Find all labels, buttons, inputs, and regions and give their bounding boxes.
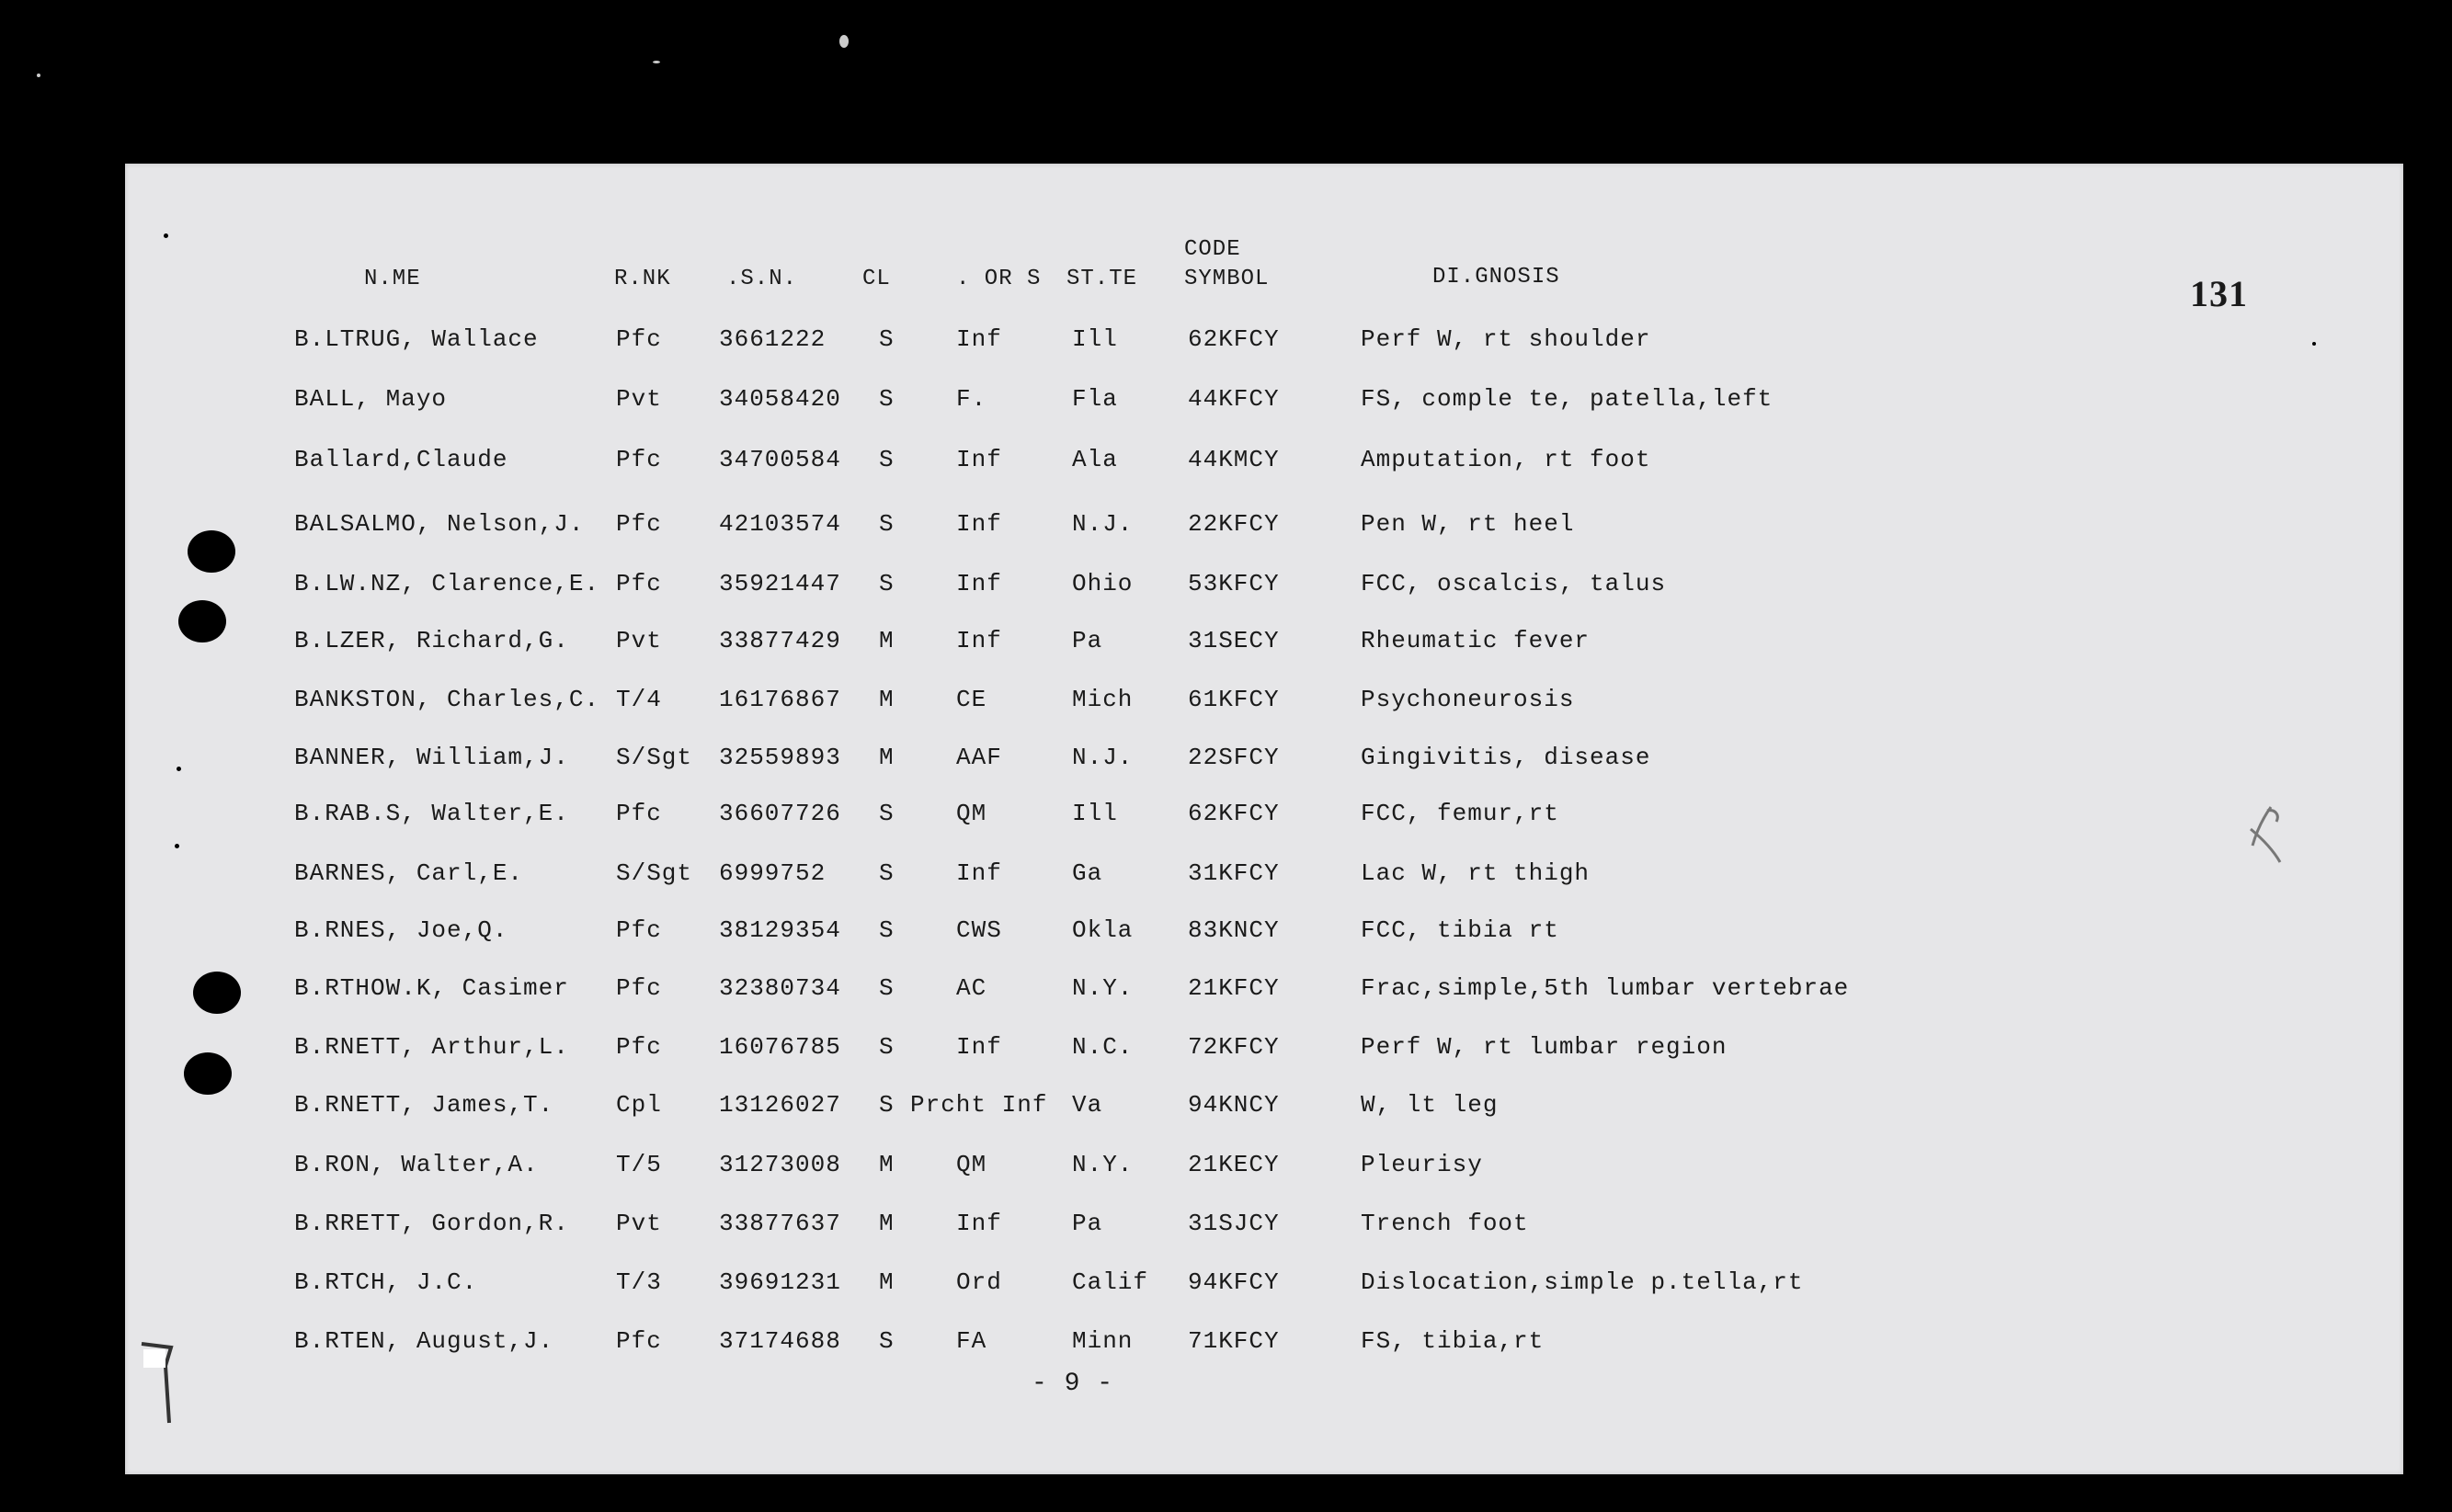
cell-state: Minn xyxy=(1072,1327,1134,1355)
cell-asn: 33877637 xyxy=(719,1210,841,1237)
cell-asn: 31273008 xyxy=(719,1151,841,1178)
cell-diagnosis: Gingivitis, disease xyxy=(1361,744,1651,771)
cell-name: B.RNETT, James,T. xyxy=(294,1091,554,1119)
header-state: ST.TE xyxy=(1066,267,1138,291)
header-cl: CL xyxy=(862,267,891,291)
footer-page-number: - 9 - xyxy=(1032,1370,1114,1398)
cell-diagnosis: Pleurisy xyxy=(1361,1151,1483,1178)
header-code-line1: CODE xyxy=(1184,237,1241,262)
cell-diagnosis: FCC, femur,rt xyxy=(1361,800,1559,827)
cell-code: 94KFCY xyxy=(1188,1268,1280,1296)
cell-rank: Pfc xyxy=(616,974,662,1002)
cell-asn: 3661222 xyxy=(719,325,827,353)
cell-aors: FA xyxy=(956,1327,987,1355)
header-rank: R.NK xyxy=(614,267,671,291)
cell-state: Pa xyxy=(1072,627,1103,654)
cell-state: N.Y. xyxy=(1072,974,1134,1002)
cell-code: 21KFCY xyxy=(1188,974,1280,1002)
cell-diagnosis: Pen W, rt heel xyxy=(1361,510,1575,538)
cell-name: Ballard,Claude xyxy=(294,446,508,473)
cell-cl: M xyxy=(879,1268,895,1296)
cell-cl: M xyxy=(879,627,895,654)
cell-diagnosis: FS, tibia,rt xyxy=(1361,1327,1545,1355)
cell-rank: Pfc xyxy=(616,1033,662,1061)
table-row xyxy=(0,744,2452,780)
cell-rank: T/5 xyxy=(616,1151,662,1178)
cell-state: Ill xyxy=(1072,800,1118,827)
cell-asn: 37174688 xyxy=(719,1327,841,1355)
cell-name: B.RRETT, Gordon,R. xyxy=(294,1210,569,1237)
cell-cl: M xyxy=(879,1210,895,1237)
cell-name: BARNES, Carl,E. xyxy=(294,859,524,887)
cell-asn: 33877429 xyxy=(719,627,841,654)
cell-rank: T/3 xyxy=(616,1268,662,1296)
cell-diagnosis: Frac,simple,5th lumbar vertebrae xyxy=(1361,974,1850,1002)
table-row xyxy=(0,385,2452,422)
cell-name: B.LZER, Richard,G. xyxy=(294,627,569,654)
cell-asn: 42103574 xyxy=(719,510,841,538)
cell-diagnosis: FCC, tibia rt xyxy=(1361,916,1559,944)
cell-code: 31SJCY xyxy=(1188,1210,1280,1237)
cell-aors: Prcht Inf xyxy=(910,1091,1048,1119)
cell-code: 71KFCY xyxy=(1188,1327,1280,1355)
cell-aors: Inf xyxy=(956,1210,1002,1237)
header-diagnosis: DI.GNOSIS xyxy=(1432,265,1560,290)
cell-diagnosis: Dislocation,simple p.tella,rt xyxy=(1361,1268,1804,1296)
cell-rank: Pfc xyxy=(616,800,662,827)
cell-state: N.Y. xyxy=(1072,1151,1134,1178)
cell-rank: S/Sgt xyxy=(616,744,693,771)
speck xyxy=(164,233,168,238)
table-row xyxy=(0,974,2452,1011)
cell-code: 94KNCY xyxy=(1188,1091,1280,1119)
cell-rank: Pfc xyxy=(616,1327,662,1355)
table-row xyxy=(0,859,2452,896)
cell-rank: Pvt xyxy=(616,1210,662,1237)
cell-cl: M xyxy=(879,686,895,713)
cell-code: 72KFCY xyxy=(1188,1033,1280,1061)
cell-code: 22KFCY xyxy=(1188,510,1280,538)
cell-name: B.RTCH, J.C. xyxy=(294,1268,478,1296)
cell-cl: S xyxy=(879,1327,895,1355)
cell-name: B.RAB.S, Walter,E. xyxy=(294,800,569,827)
cell-diagnosis: Lac W, rt thigh xyxy=(1361,859,1591,887)
speck xyxy=(37,74,40,77)
cell-aors: F. xyxy=(956,385,987,413)
cell-code: 31SECY xyxy=(1188,627,1280,654)
cell-diagnosis: Trench foot xyxy=(1361,1210,1529,1237)
table-row xyxy=(0,510,2452,547)
cell-name: BANKSTON, Charles,C. xyxy=(294,686,600,713)
cell-diagnosis: FCC, oscalcis, talus xyxy=(1361,570,1667,597)
cell-asn: 39691231 xyxy=(719,1268,841,1296)
cell-asn: 16076785 xyxy=(719,1033,841,1061)
table-row xyxy=(0,1210,2452,1246)
cell-asn: 32380734 xyxy=(719,974,841,1002)
cell-cl: S xyxy=(879,446,895,473)
cell-diagnosis: FS, comple te, patella,left xyxy=(1361,385,1773,413)
cell-rank: Pvt xyxy=(616,627,662,654)
cell-state: Ala xyxy=(1072,446,1118,473)
cell-rank: Pfc xyxy=(616,570,662,597)
cell-name: B.LW.NZ, Clarence,E. xyxy=(294,570,600,597)
cell-aors: Inf xyxy=(956,510,1002,538)
cell-rank: Pfc xyxy=(616,916,662,944)
table-row xyxy=(0,1091,2452,1128)
cell-asn: 6999752 xyxy=(719,859,827,887)
cell-aors: Inf xyxy=(956,627,1002,654)
cell-rank: Pvt xyxy=(616,385,662,413)
table-row xyxy=(0,1327,2452,1364)
speck xyxy=(653,61,660,63)
table-row xyxy=(0,627,2452,664)
table-row xyxy=(0,325,2452,362)
speck xyxy=(839,35,849,48)
cell-asn: 36607726 xyxy=(719,800,841,827)
cell-aors: CWS xyxy=(956,916,1002,944)
table-row xyxy=(0,916,2452,953)
cell-state: Mich xyxy=(1072,686,1134,713)
cell-cl: S xyxy=(879,570,895,597)
cell-aors: CE xyxy=(956,686,987,713)
cell-cl: M xyxy=(879,744,895,771)
table-row xyxy=(0,1033,2452,1070)
cell-diagnosis: Psychoneurosis xyxy=(1361,686,1575,713)
cell-rank: Cpl xyxy=(616,1091,662,1119)
cell-asn: 16176867 xyxy=(719,686,841,713)
cell-state: N.C. xyxy=(1072,1033,1134,1061)
cell-name: B.RTEN, August,J. xyxy=(294,1327,554,1355)
cell-rank: Pfc xyxy=(616,510,662,538)
table-row xyxy=(0,800,2452,836)
cell-diagnosis: Rheumatic fever xyxy=(1361,627,1591,654)
cell-cl: S xyxy=(879,510,895,538)
cell-state: N.J. xyxy=(1072,744,1134,771)
cell-state: Ga xyxy=(1072,859,1103,887)
cell-diagnosis: W, lt leg xyxy=(1361,1091,1499,1119)
cell-code: 53KFCY xyxy=(1188,570,1280,597)
cell-asn: 13126027 xyxy=(719,1091,841,1119)
cell-name: B.RTHOW.K, Casimer xyxy=(294,974,569,1002)
cell-asn: 32559893 xyxy=(719,744,841,771)
cell-cl: S xyxy=(879,1033,895,1061)
cell-name: B.RNES, Joe,Q. xyxy=(294,916,508,944)
cell-asn: 35921447 xyxy=(719,570,841,597)
cell-cl: S xyxy=(879,916,895,944)
cell-aors: Inf xyxy=(956,325,1002,353)
cell-name: B.LTRUG, Wallace xyxy=(294,325,539,353)
cell-name: B.RON, Walter,A. xyxy=(294,1151,539,1178)
cell-code: 21KECY xyxy=(1188,1151,1280,1178)
cell-code: 83KNCY xyxy=(1188,916,1280,944)
cell-diagnosis: Perf W, rt shoulder xyxy=(1361,325,1651,353)
cell-cl: S xyxy=(879,1091,895,1119)
header-name: N.ME xyxy=(364,267,421,291)
header-code-line2: SYMBOL xyxy=(1184,267,1270,291)
cell-name: BANNER, William,J. xyxy=(294,744,569,771)
cell-cl: S xyxy=(879,325,895,353)
table-row xyxy=(0,446,2452,483)
cell-name: BALSALMO, Nelson,J. xyxy=(294,510,585,538)
cell-asn: 38129354 xyxy=(719,916,841,944)
cell-state: Va xyxy=(1072,1091,1103,1119)
cell-cl: M xyxy=(879,1151,895,1178)
table-row xyxy=(0,1268,2452,1305)
cell-aors: AC xyxy=(956,974,987,1002)
cell-state: Okla xyxy=(1072,916,1134,944)
cell-diagnosis: Amputation, rt foot xyxy=(1361,446,1651,473)
cell-cl: S xyxy=(879,974,895,1002)
cell-aors: QM xyxy=(956,800,987,827)
cell-name: B.RNETT, Arthur,L. xyxy=(294,1033,569,1061)
cell-code: 22SFCY xyxy=(1188,744,1280,771)
cell-rank: Pfc xyxy=(616,446,662,473)
header-asn: .S.N. xyxy=(726,267,798,291)
cell-state: N.J. xyxy=(1072,510,1134,538)
cell-state: Pa xyxy=(1072,1210,1103,1237)
cell-code: 62KFCY xyxy=(1188,325,1280,353)
cell-state: Ohio xyxy=(1072,570,1134,597)
cell-cl: S xyxy=(879,385,895,413)
cell-state: Ill xyxy=(1072,325,1118,353)
speck xyxy=(175,844,179,848)
cell-code: 31KFCY xyxy=(1188,859,1280,887)
cell-rank: Pfc xyxy=(616,325,662,353)
cell-aors: Inf xyxy=(956,1033,1002,1061)
cell-rank: T/4 xyxy=(616,686,662,713)
table-row xyxy=(0,570,2452,607)
table-row xyxy=(0,1151,2452,1188)
cell-name: BALL, Mayo xyxy=(294,385,448,413)
cell-code: 44KMCY xyxy=(1188,446,1280,473)
cell-cl: S xyxy=(879,800,895,827)
cell-state: Calif xyxy=(1072,1268,1149,1296)
cell-aors: Inf xyxy=(956,570,1002,597)
cell-aors: Inf xyxy=(956,859,1002,887)
cell-aors: QM xyxy=(956,1151,987,1178)
cell-rank: S/Sgt xyxy=(616,859,693,887)
page-number: 131 xyxy=(2190,273,2248,314)
cell-cl: S xyxy=(879,859,895,887)
cell-diagnosis: Perf W, rt lumbar region xyxy=(1361,1033,1728,1061)
cell-state: Fla xyxy=(1072,385,1118,413)
table-row xyxy=(0,686,2452,722)
header-aors: . OR S xyxy=(956,267,1042,291)
cell-code: 61KFCY xyxy=(1188,686,1280,713)
cell-code: 62KFCY xyxy=(1188,800,1280,827)
cell-asn: 34700584 xyxy=(719,446,841,473)
cell-aors: Inf xyxy=(956,446,1002,473)
cell-asn: 34058420 xyxy=(719,385,841,413)
cell-aors: Ord xyxy=(956,1268,1002,1296)
cell-code: 44KFCY xyxy=(1188,385,1280,413)
cell-aors: AAF xyxy=(956,744,1002,771)
